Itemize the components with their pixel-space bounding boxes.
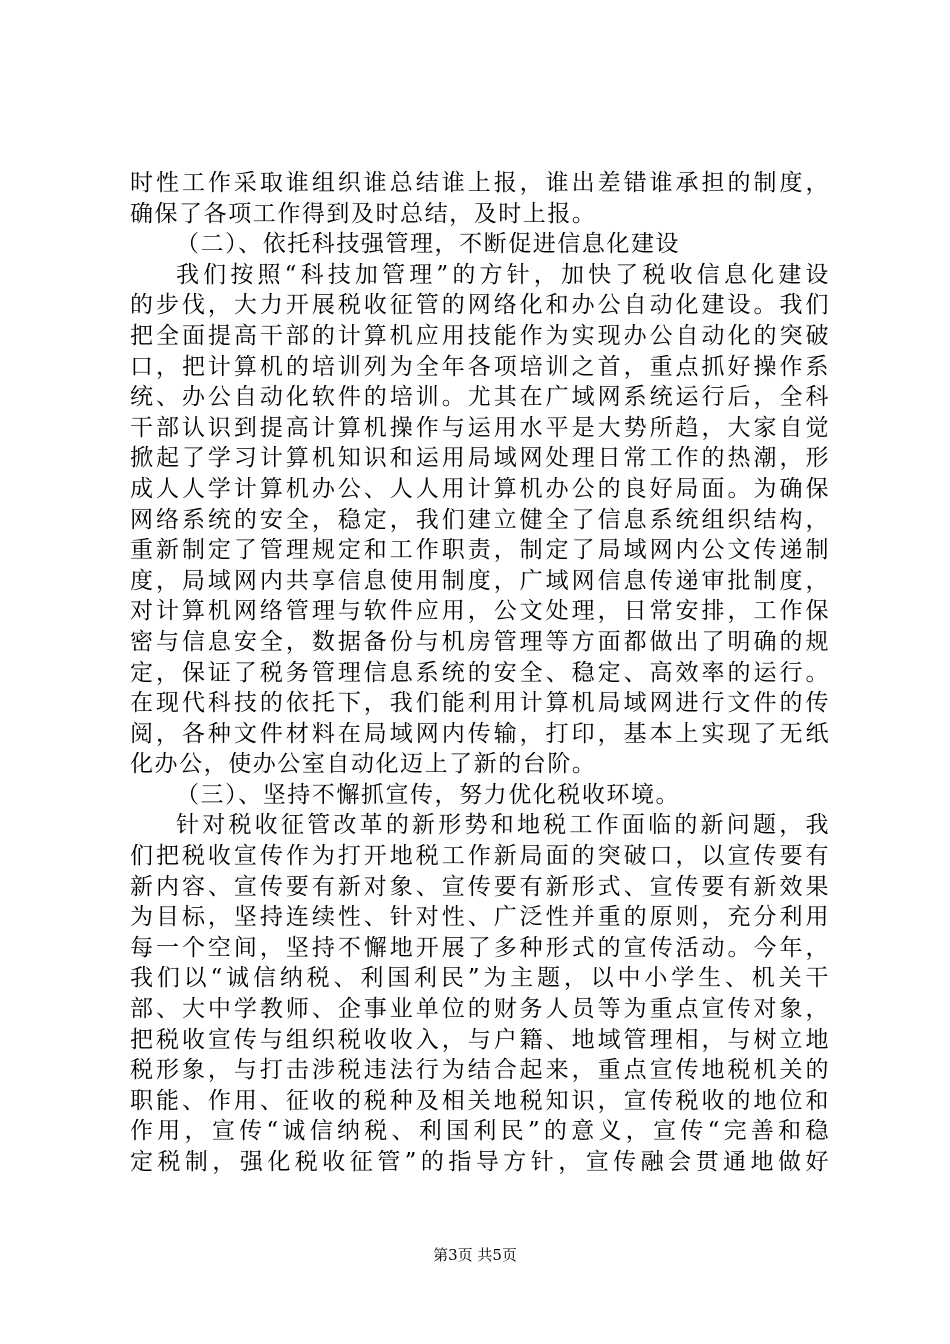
text-line: 为目标，坚持连续性、针对性、广泛性并重的原则，充分利用 bbox=[130, 904, 830, 931]
text-line: 把全面提高干部的计算机应用技能作为实现办公自动化的突破 bbox=[130, 322, 830, 349]
text-line: 度，局域网内共享信息使用制度，广域网信息传递审批制度， bbox=[130, 567, 830, 594]
section-heading: （三）、坚持不懈抓宣传，努力优化税收环境。 bbox=[176, 781, 681, 808]
text-line: 职能、作用、征收的税种及相关地税知识，宣传税收的地位和 bbox=[130, 1087, 830, 1114]
text-line: 每一个空间，坚持不懈地开展了多种形式的宣传活动。今年， bbox=[130, 934, 830, 961]
section-heading: （二）、依托科技强管理，不断促进信息化建设 bbox=[176, 231, 681, 258]
text-line: 密与信息安全，数据备份与机房管理等方面都做出了明确的规 bbox=[130, 628, 830, 655]
text-line: 对计算机网络管理与软件应用，公文处理，日常安排，工作保 bbox=[130, 598, 830, 625]
text-line: 时性工作采取谁组织谁总结谁上报，谁出差错谁承担的制度， bbox=[130, 170, 830, 196]
text-line: 重新制定了管理规定和工作职责，制定了局域网内公文传递制 bbox=[130, 537, 830, 564]
text-line: 网络系统的安全，稳定，我们建立健全了信息系统组织结构， bbox=[130, 506, 830, 533]
text-line: 成人人学计算机办公、人人用计算机办公的良好局面。为确保 bbox=[130, 475, 830, 502]
text-line: 统、办公自动化软件的培训。尤其在广域网系统运行后，全科 bbox=[130, 384, 830, 411]
text-line: 定税制，强化税收征管”的指导方针，宣传融会贯通地做好 bbox=[130, 1149, 830, 1175]
text-line: 干部认识到提高计算机操作与运用水平是大势所趋，大家自觉 bbox=[130, 414, 830, 441]
body-text bbox=[130, 168, 830, 1178]
text-line: 掀起了学习计算机知识和运用局域网处理日常工作的热潮，形 bbox=[130, 445, 830, 472]
text-line: 我们按照“科技加管理”的方针，加快了税收信息化建设 bbox=[176, 261, 830, 288]
text-line: 阅，各种文件材料在局域网内传输，打印，基本上实现了无纸 bbox=[130, 720, 830, 747]
text-line: 的步伐，大力开展税收征管的网络化和办公自动化建设。我们 bbox=[130, 292, 830, 319]
page-number-footer: 第3页 共5页 bbox=[433, 1246, 517, 1264]
text-line: 确保了各项工作得到及时总结，及时上报。 bbox=[130, 200, 597, 227]
text-line: 针对税收征管改革的新形势和地税工作面临的新问题，我 bbox=[176, 812, 830, 839]
text-line: 口，把计算机的培训列为全年各项培训之首，重点抓好操作系 bbox=[130, 353, 830, 380]
text-line: 税形象，与打击涉税违法行为结合起来，重点宣传地税机关的 bbox=[130, 1057, 830, 1084]
text-line: 作用，宣传“诚信纳税、利国利民”的意义，宣传“完善和稳 bbox=[130, 1118, 830, 1145]
text-line: 新内容、宣传要有新对象、宣传要有新形式、宣传要有新效果 bbox=[130, 873, 830, 900]
text-line: 我们以“诚信纳税、利国利民”为主题，以中小学生、机关干 bbox=[130, 965, 830, 992]
text-line: 部、大中学教师、企事业单位的财务人员等为重点宣传对象， bbox=[130, 996, 830, 1023]
text-line: 在现代科技的依托下，我们能利用计算机局域网进行文件的传 bbox=[130, 690, 830, 717]
text-line: 定，保证了税务管理信息系统的安全、稳定、高效率的运行。 bbox=[130, 659, 830, 686]
text-line: 们把税收宣传作为打开地税工作新局面的突破口，以宣传要有 bbox=[130, 843, 830, 870]
text-line: 把税收宣传与组织税收收入，与户籍、地域管理相，与树立地 bbox=[130, 1026, 830, 1053]
text-line: 化办公，使办公室自动化迈上了新的台阶。 bbox=[130, 751, 597, 778]
